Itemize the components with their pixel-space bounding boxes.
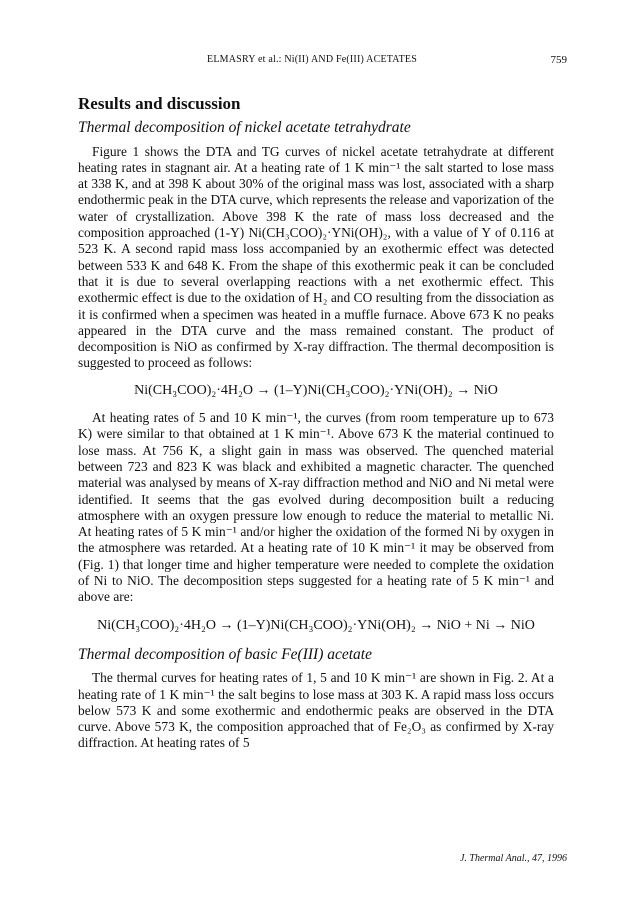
equation-1: Ni(CH₃COO)₂·4H₂O → (1–Y)Ni(CH₃COO)₂·YNi(OH)₂ → NiO (134, 382, 498, 398)
subsection-title-nickel: Thermal decomposition of nickel acetate tetrahydrate (78, 119, 411, 137)
article-body (78, 96, 554, 752)
paragraph-nickel-1: Figure 1 shows the DTA and TG curves of nickel acetate tetrahydrate at different heating rates in stagnant air. At a heating rate of 1 K min⁻¹ the salt started to lose mass at 338 K, and at 398 K about 30% of the original mass was lost, associated with a sharp endothermic peak in the DTA curve, which represents the release and vaporization of the water of crystallization. Above 398 K the rate of mass loss decreased and the composition approached (1-Y) Ni(CH₃COO)₂·YNi(OH)₂, with a value of Y of 0.116 at 523 K. A second rapid mass loss accompanied by an exothermic effect was detected between 533 K and 648 K. From the shape of this exothermic peak it can be concluded that it is due to several overlapping reactions with a net exothermic effect. This exothermic effect is due to the oxidation of H₂ and CO resulting from the dissociation as it is confirmed when a specimen was heated in a muffle furnace. Above 673 K no peaks appeared in the DTA curve and the mass remained constant. The product of decomposition is NiO as confirmed by X-ray diffraction. The thermal decomposition is suggested to proceed as follows: (78, 143, 554, 371)
paragraph-iron-1: The thermal curves for heating rates of 1, 5 and 10 K min⁻¹ are shown in Fig. 2. At a heating rate of 1 K min⁻¹ the salt begins to lose mass at 303 K. A rapid mass loss occurs below 573 K and some exothermic and endothermic peaks are observed in the DTA curve. Above 573 K, the composition approached that of Fe₂O₃ as confirmed by X-ray diffraction. At heating rates of 5 (78, 670, 554, 751)
paragraph-nickel-2: At heating rates of 5 and 10 K min⁻¹, the curves (from room temperature up to 673 K) were similar to that obtained at 1 K min⁻¹. Above 673 K the material continued to lose mass. At 756 K, a slight gain in mass was observed. The quenched material between 723 and 823 K was black and exhibited a magnetic character. The quenched material was analysed by means of X-ray diffraction method and NiO and Ni metal were identified. It seems that the gas evolved during decomposition built a reducing atmosphere with an oxygen pressure low enough to reduce the material to metallic Ni. At heating rates of 5 K min⁻¹ and/or higher the oxidation of the formed Ni by oxygen in the atmosphere was retarded. At a heating rate of 10 K min⁻¹ it may be observed from (Fig. 1) that longer time and higher temperature were needed to complete the oxidation of Ni to NiO. The decomposition steps suggested for a heating rate of 5 K min⁻¹ and above are: (78, 410, 554, 605)
journal-reference: J. Thermal Anal., 47, 1996 (459, 853, 567, 864)
running-title: ELMASRY et al.: Ni(II) AND Fe(III) ACETATES (207, 54, 417, 65)
equation-2: Ni(CH₃COO)₂·4H₂O → (1–Y)Ni(CH₃COO)₂·YNi(OH)₂ → NiO + Ni → NiO (97, 617, 535, 633)
subsection-title-iron: Thermal decomposition of basic Fe(III) acetate (78, 645, 372, 663)
section-title: Results and discussion (78, 94, 241, 113)
page-number: 759 (550, 54, 567, 66)
